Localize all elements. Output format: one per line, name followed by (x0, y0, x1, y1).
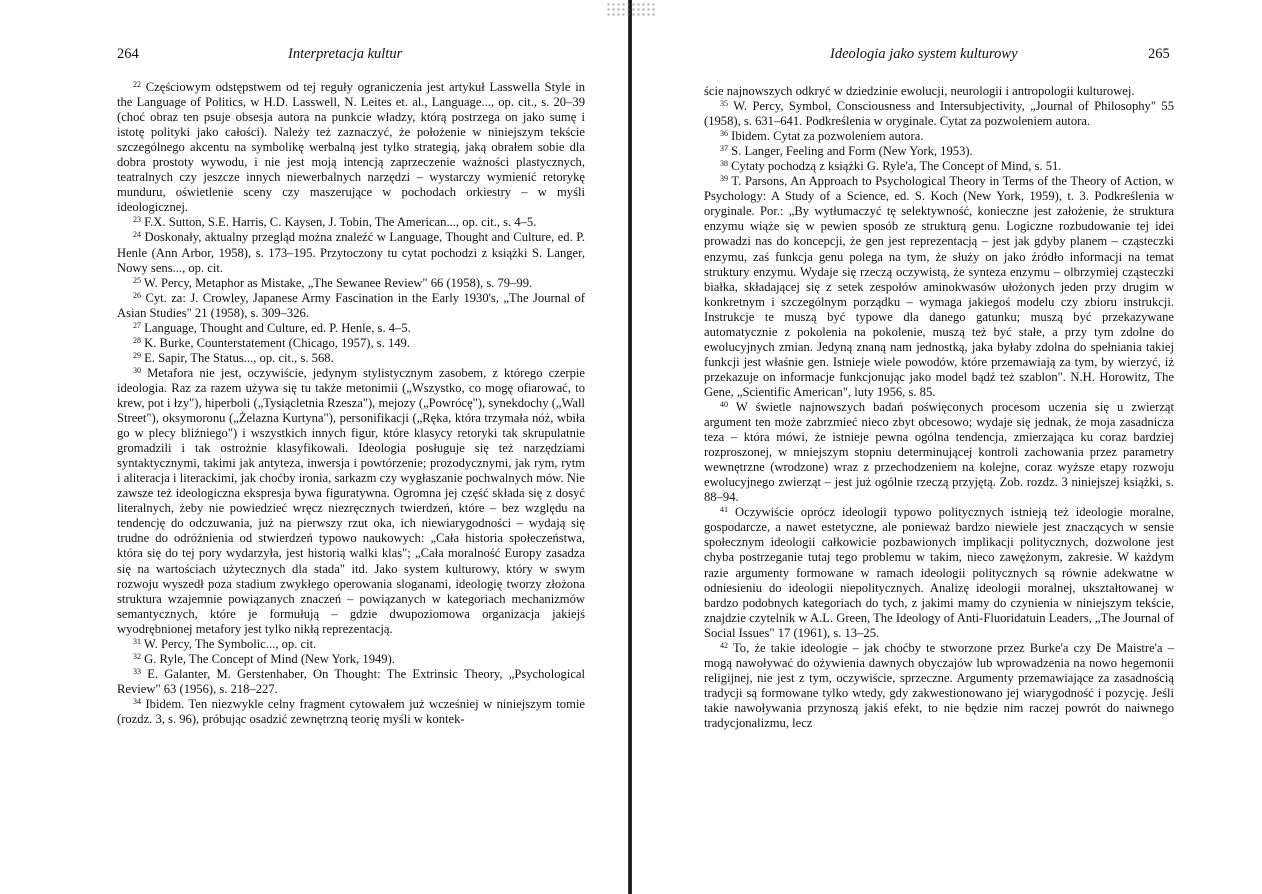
footnote-number: 25 (133, 275, 141, 285)
footnotes-block (704, 84, 1174, 731)
footnote-continuation: ście najnowszych odkryć w dziedzinie ewolucji, neurologii i antropologii kulturowej. (704, 84, 1135, 98)
footnotes-block (117, 80, 585, 727)
footnote-text: W świetle najnowszych badań poświęconych procesom uczenia się u zwierząt argument ten może zabrzmieć nieco zbyt obcesowo; wydaje się jednak, że moja zasadnicza teza – która mówi, że istnieje pewna ogólna tendencja, zmierzająca ku coraz bardziej rozproszonej, w mniejszym stopniu determinującej kontroli zachowania przez parametry wewnętrzne (wrodzone) wraz z przechodzeniem na kolejne, coraz wyższe etapy rozwoju ewolucyjnego zwierząt – jest już ogólnie rzeczą przyjętą. Zob. rozdz. 3 niniejszej książki, s. 88–94. (704, 399, 1175, 505)
footnote (117, 291, 585, 321)
footnote (704, 641, 1174, 731)
footnote (704, 174, 1174, 400)
footnote (117, 637, 585, 652)
footnote-number: 30 (133, 365, 141, 375)
footnote-number: 32 (133, 651, 141, 661)
footnote-text: T. Parsons, An Approach to Psychological Theory in Terms of the Theory of Action, w Psychology: A Study of a Science, ed. S. Koch (New York, 1959), t. 3. Podkreślenia w oryginale. Por.: „By wytłumaczyć tę selektywność, konieczne jest założenie, że struktura enzymu wiąże się w pewien sposób ze strukturą genu. Logiczne rozbudowanie tej idei prowadzi nas do koncepcji, że gen jest reprezentacją – jest jak gdyby planem – cząsteczki enzymu, zaś funkcja genu polega na tym, że służy on jako źródło informacji na temat struktury enzymu. Wydaje się rzeczą oczywistą, że synteza enzymu – olbrzymiej cząsteczki białka, składającej się z setek zespołów aminokwasów ułożonych jeden przy drugim w konkretnym i szczególnym porządku – wymaga jakiegoś modelu czy zbioru instrukcji. Instrukcje te muszą być typowe dla danego gatunku; muszą być przekazywane automatycznie z pokolenia na pokolenie, muszą też być stałe, a przy tym zdolne do ewolucyjnych zmian. Jedyną znaną nam jednostką, jaka byłaby zdolna do spełniania takiej funkcji jest właśnie gen. Istnieje wiele powodów, które przemawiają za tym, by wierzyć, iż przekazuje on informacje funkcjonując jako model bądź też szablon". N.H. Horowitz, The Gene, „Scientific American", luty 1956, s. 85. (704, 174, 1175, 399)
footnote-number: 39 (720, 174, 728, 184)
footnote (117, 336, 585, 351)
book-spine (628, 0, 632, 894)
footnote (117, 276, 585, 291)
footnote (117, 215, 585, 230)
footnote (117, 366, 585, 637)
running-title: Ideologia jako system kulturowy (830, 46, 1018, 62)
footnote-text: E. Galanter, M. Gerstenhaber, On Thought: The Extrinsic Theory, „Psychological Review" 63 (1956), s. 218–227. (117, 666, 585, 696)
footnote-text: K. Burke, Counterstatement (Chicago, 1957), s. 149. (144, 335, 410, 350)
footnote (117, 697, 585, 727)
footnote-number: 27 (133, 320, 141, 330)
footnote-number: 36 (720, 129, 728, 139)
footnote-number: 38 (720, 159, 728, 169)
footnote-number: 40 (720, 399, 728, 409)
page-number: 264 (117, 46, 139, 62)
footnote-text: F.X. Sutton, S.E. Harris, C. Kaysen, J. Tobin, The American..., op. cit., s. 4–5. (144, 215, 537, 230)
footnote (704, 99, 1174, 129)
page-number: 265 (1148, 46, 1170, 62)
footnote-text: Cyt. za: J. Crowley, Japanese Army Fascination in the Early 1930's, „The Journal of Asian Studies" 21 (1958), s. 309–326. (117, 290, 585, 320)
running-title: Interpretacja kultur (288, 46, 403, 62)
footnote-number: 35 (720, 99, 728, 109)
footnote (704, 505, 1174, 640)
footnote-number: 28 (133, 335, 141, 345)
footnote-text: Oczywiście oprócz ideologii typowo politycznych istnieją też ideologie moralne, gospodarcze, a nawet estetyczne, ale ponieważ bardzo niewiele jest znaczących w sensie społecznym ideologii całkowicie pozbawionych implikacji politycznych, dozwolone jest chyba postrzeganie tutaj tego problemu w takim, nieco zawężonym, zakresie. W każdym razie argumenty formowane w ramach ideologii politycznych są równie adekwatne w odniesieniu do ideologii niepolitycznych. Analizę ideologii moralnej, ukształtowanej w bardzo podobnych kategoriach do tych, z jakimi mamy do czynienia w niniejszym tekście, znajdzie czytelnik w A.L. Green, The Ideology of Anti-Fluoridatuin Leaders, „The Journal of Social Issues" 17 (1961), s. 13–25. (704, 505, 1174, 640)
footnote-number: 29 (133, 350, 141, 360)
footnote-number: 34 (133, 696, 141, 706)
footnote (704, 159, 1174, 174)
footnote-number: 26 (133, 290, 141, 300)
footnote-text: Doskonały, aktualny przegląd można znaleźć w Language, Thought and Culture, ed. P. Henle (Ann Arbor, 1958), s. 173–195. Przytoczony tu cytat pochodzi z książki S. Langer, Nowy sens..., op. cit. (117, 230, 585, 275)
footnote-text: Language, Thought and Culture, ed. P. Henle, s. 4–5. (144, 320, 411, 335)
footnote-text: Częściowym odstępstwem od tej reguły ograniczenia jest artykuł Lasswella Style in the Language of Politics, w H.D. Lasswell, N. Leites et. al., Language..., op. cit., s. 20–39 (choć obraz ten psuje obsesja autora na punkcie władzy, którą postrzega on jako sumę i istotę polityki jako całości). Należy też zaznaczyć, że położenie w niniejszym tekście szczególnego akcentu na symbolikę werbalną jest tylko strategią, jaką obrałem sobie dla dobra prostoty wywodu, i nie jest moją intencją zaprzeczenie ważności plastycznych, teatralnych czy jeszcze innych niewerbalnych narzędzi – wystarczy wymienić retorykę munduru, oświetlenie sceny czy maszerujące w pochodach orkiestry – w myśli ideologicznej. (117, 80, 585, 215)
footnote-text: G. Ryle, The Concept of Mind (New York, 1949). (144, 651, 395, 666)
footnote (117, 667, 585, 697)
footnote-number: 31 (133, 636, 141, 646)
footnote-text: Ibidem. Cytat za pozwoleniem autora. (731, 129, 924, 144)
footnote-number: 33 (133, 666, 141, 676)
footnote (117, 652, 585, 667)
footnote-text: Ibidem. Ten niezwykle celny fragment cytowałem już wcześniej w niniejszym tomie (rozdz. 3, s. 96), próbując osadzić zewnętrzną teorię myśli w kontek- (117, 696, 585, 726)
footnote-number: 41 (720, 505, 728, 515)
right-page (634, 0, 1262, 894)
footnote-number: 24 (133, 230, 141, 240)
footnote-text: W. Percy, The Symbolic..., op. cit. (143, 636, 317, 651)
footnote-number: 22 (133, 80, 141, 89)
footnote-text: Cytaty pochodzą z książki G. Ryle'a, The Concept of Mind, s. 51. (731, 159, 1062, 174)
footnote-number: 37 (720, 144, 728, 154)
footnote-text: Metafora nie jest, oczywiście, jedynym stylistycznym zasobem, z którego czerpie ideologia. Raz za razem używa się tu także metonimii („Wszystko, co mogę ofiarować, to krew, pot i łzy"), hiperboli („Tysiącletnia Rzesza"), mejozy („Powrócę"), synekdochy („Wall Street"), oksymoronu („Żelazna Kurtyna"), personifikacji („Ręka, która trzymała nóż, wbiła go w plecy bliźniego") i wszystkich innych figur, które klasycy retoryki tak skrupulatnie gromadzili i tak ostrożnie klasyfikowali. Ideologia posługuje się też narzędziami syntaktycznymi, takimi jak antyteza, inwersja i powtórzenie; prozodycznymi, jak rym, rytm i aliteracja i literackimi, jak choćby ironia, sarkazm czy wygłaszanie pochwalnych mów. Nie zawsze też ideologiczna ekspresja bywa figuratywna. Ogromna jej część składa się z dosyć literalnych, żeby nie powiedzieć wręcz niezręcznych twierdzeń, które – bez względu na tendencję do odczuwania, już na pierwszy rzut oka, ich niewiarygodności – wydają się trudne do odróżnienia od stwierdzeń typowo naukowych: „Cała historia społeczeństwa, która się do tej pory wydarzyła, jest historią walki klas"; „Cała moralność Europy zasadza się na wartościach użytecznych dla stada" itd. Jako system kulturowy, który w swym rozwoju wyszedł poza stadium zwykłego operowania sloganami, ideologię tworzy złożona struktura wzajemnie powiązanych znaczeń – powiązanych w kategoriach mechanizmów semantycznych, które je formułują – gdzie dwupoziomowa organizacja jakiejś wyodrębnionej metafory jest tylko nikłą reprezentacją. (117, 365, 585, 636)
footnote (117, 351, 585, 366)
footnote-text: W. Percy, Symbol, Consciousness and Intersubjectivity, „Journal of Philosophy" 55 (1958), s. 631–641. Podkreślenia w oryginale. Cytat za pozwoleniem autora. (704, 99, 1174, 129)
footnote (704, 400, 1174, 505)
footnote (117, 230, 585, 275)
footnote-text: E. Sapir, The Status..., op. cit., s. 568. (144, 350, 334, 365)
footnote-text: S. Langer, Feeling and Form (New York, 1953). (731, 144, 973, 159)
footnote (117, 321, 585, 336)
footnote-text: To, że takie ideologie – jak choćby te stworzone przez Burke'a czy De Maistre'a – mogą nawoływać do ożywienia dawnych obyczajów lub wprowadzenia na nowo hegemonii religijnej, nie jest z tym, oczywiście, sprzeczne. Argumenty przemawiające za zasadnością tradycji są formowane tylko wtedy, gdy zakwestionowano jej wiarygodność i pozycję. Jeśli takie nawoływania przynoszą jakiś efekt, to nie będzie nim raczej powrót do naiwnego tradycjonalizmu, lecz (704, 640, 1174, 730)
footnote (117, 80, 585, 215)
footnote-number: 23 (133, 215, 141, 225)
footnote (704, 129, 1174, 144)
footnote-text: W. Percy, Metaphor as Mistake, „The Sewanee Review" 66 (1958), s. 79–99. (143, 275, 533, 290)
left-page (0, 0, 630, 894)
footnote-number: 42 (720, 640, 728, 650)
footnote (704, 144, 1174, 159)
